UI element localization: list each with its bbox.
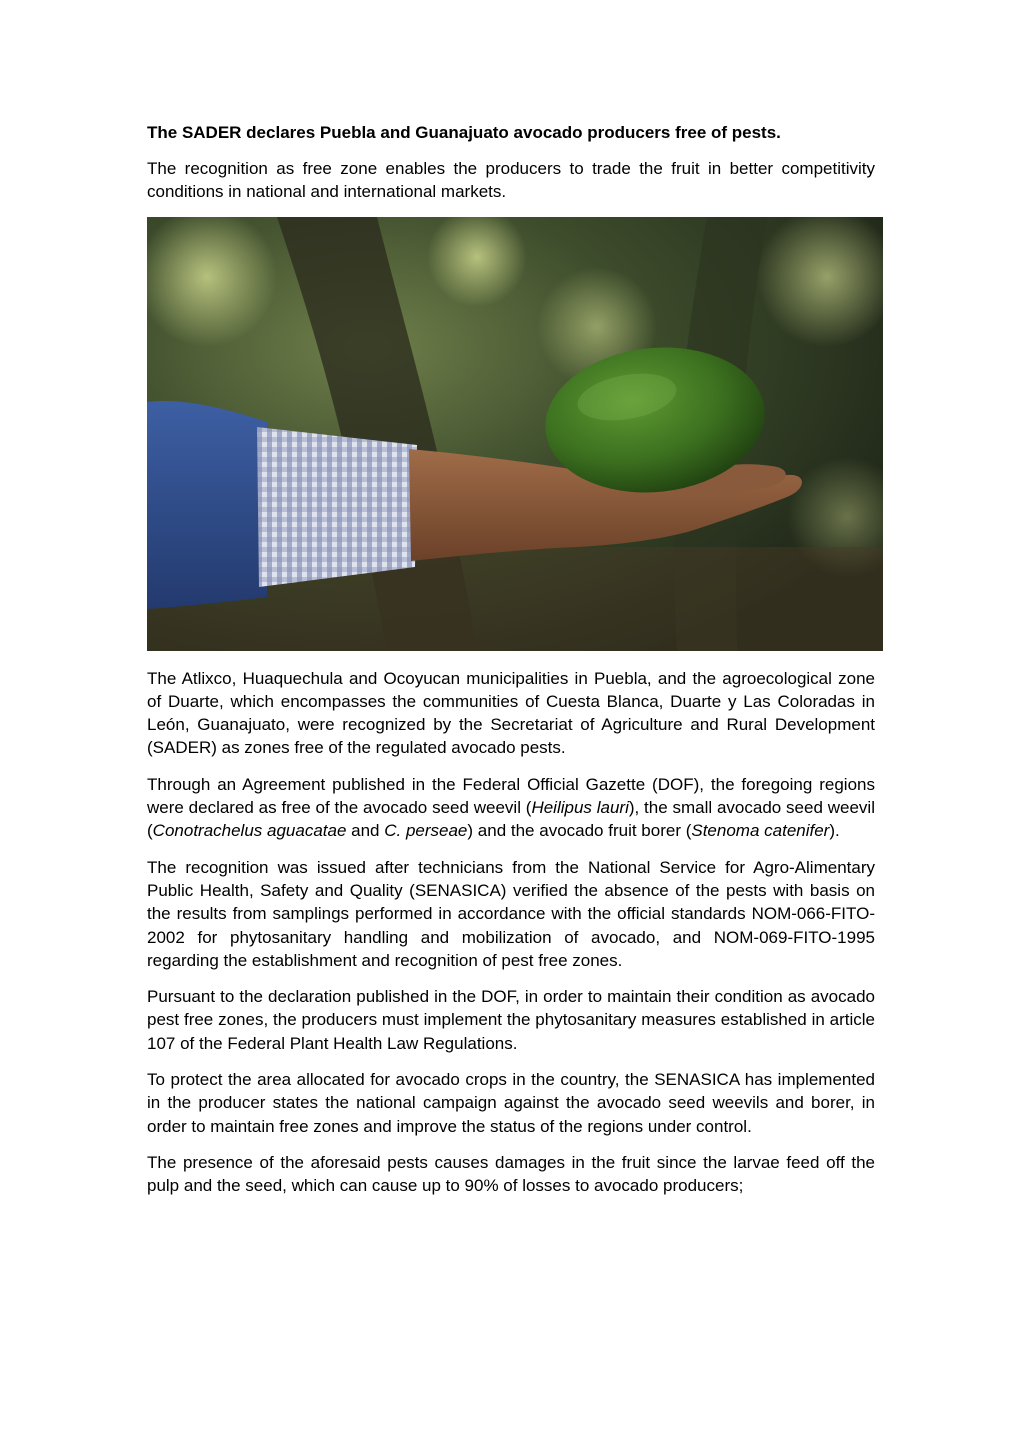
species-heilipus-lauri: Heilipus lauri — [531, 798, 629, 818]
hand-holding-avocado-image — [147, 217, 883, 651]
paragraph-5: To protect the area allocated for avocado crops in the country, the SENASICA has implemented in the producer states the national campaign against the avocado seed weevils and borer, in order to maintain free zones and improve the status of the regions under control. — [147, 1070, 875, 1136]
paragraph-2-text-5: ). — [829, 821, 840, 841]
paragraph-4: Pursuant to the declaration published in the DOF, in order to maintain their condition as avocado pest free zones, the producers must implement the phytosanitary measures established in article 107 of the Federal Plant Health Law Regulations. — [147, 987, 875, 1053]
species-c-perseae: C. perseae — [384, 821, 468, 841]
avocado-photo — [147, 217, 883, 651]
species-stenoma-catenifer: Stenoma catenifer — [691, 821, 830, 841]
headline: The SADER declares Puebla and Guanajuato avocado producers free of pests. — [147, 123, 781, 142]
species-conotrachelus-aguacatae: Conotrachelus aguacatae — [152, 821, 347, 841]
paragraph-2-text-2: ), the small avocado seed weevil ( — [147, 798, 875, 841]
subheadline: The recognition as free zone enables the producers to trade the fruit in better competitivity conditions in national and international markets. — [147, 159, 875, 202]
paragraph-2-text-4: ) and the avocado fruit borer ( — [467, 821, 692, 841]
paragraph-3: The recognition was issued after technicians from the National Service for Agro-Alimentary Public Health, Safety and Quality (SENASICA) verified the absence of the pests with basis on the results from samplings performed in accordance with the official standards NOM-066-FITO-2002 for phytosanitary handling and mobilization of avocado, and NOM-069-FITO-1995 regarding the establishment and recognition of pest free zones. — [147, 857, 875, 970]
document-page — [147, 121, 875, 1211]
paragraph-2-text-3: and — [346, 821, 385, 841]
paragraph-1: The Atlixco, Huaquechula and Ocoyucan municipalities in Puebla, and the agroecological zone of Duarte, which encompasses the communities of Cuesta Blanca, Duarte y Las Coloradas in León, Guanajuato, were recognized by the Secretariat of Agriculture and Rural Development (SADER) as zones free of the regulated avocado pests. — [147, 668, 875, 758]
paragraph-2 — [147, 773, 875, 843]
paragraph-2-text-1: Through an Agreement published in the Federal Official Gazette (DOF), the foregoing regions were declared as free of the avocado seed weevil ( — [147, 774, 875, 818]
paragraph-6: The presence of the aforesaid pests causes damages in the fruit since the larvae feed off the pulp and the seed, which can cause up to 90% of losses to avocado producers; — [147, 1152, 875, 1196]
